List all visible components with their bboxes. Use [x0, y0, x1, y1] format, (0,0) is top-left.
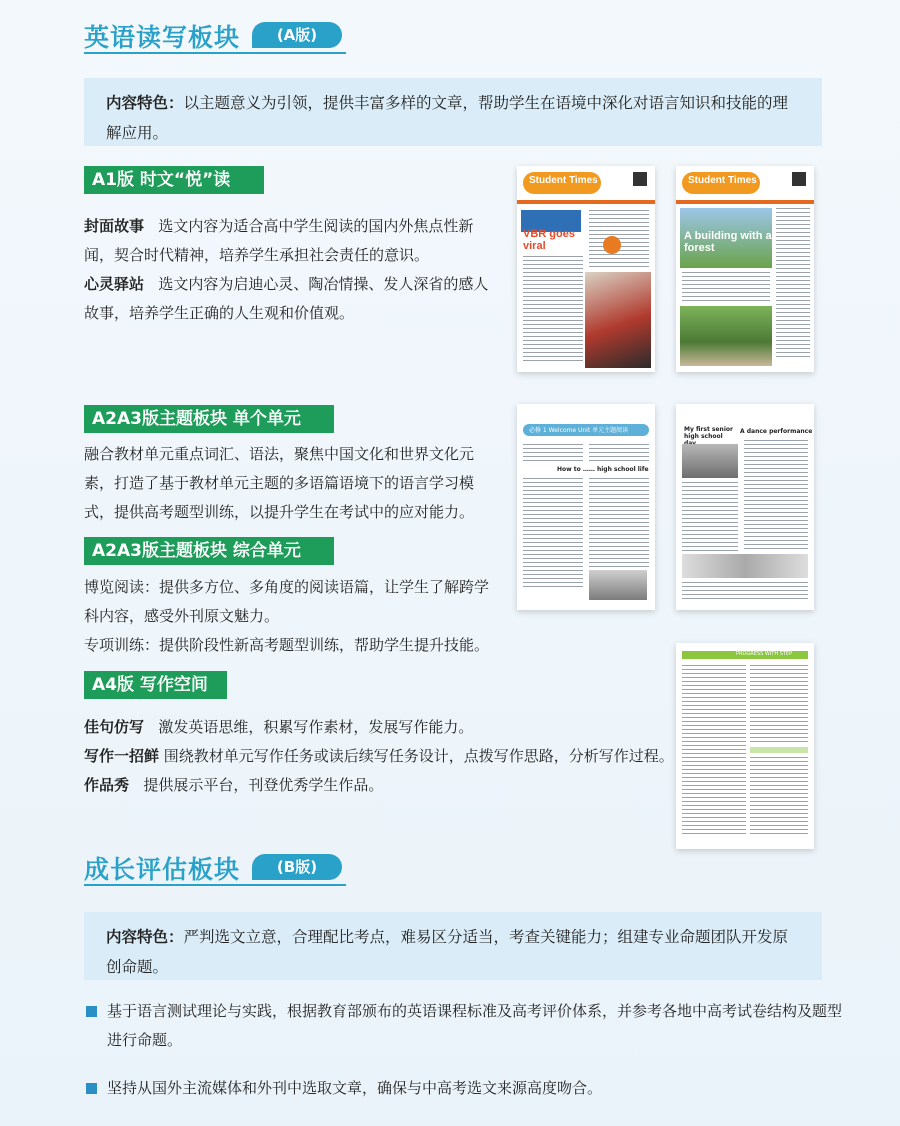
combined-item: 专项训练：提供阶段性新高考题型训练，帮助学生提升技能。 — [84, 636, 490, 654]
newspaper-cover-thumb-1 — [517, 166, 655, 372]
a4-item — [84, 771, 674, 800]
unit-page-thumb-2 — [676, 404, 814, 610]
a1-content — [84, 212, 496, 328]
a2a3-single-text: 融合教材单元重点词汇、语法，聚焦中国文化和世界文化元素，打造了基于教材单元主题的多语篇语境下的语言学习模式，提供高考题型训练，以提升学生在考试中的应对能力。 — [84, 445, 475, 521]
newspaper-cover-thumb-2 — [676, 166, 814, 372]
section-underline — [84, 52, 346, 54]
section-title-assessment: 成长评估板块 — [84, 855, 241, 884]
a4-item — [84, 742, 674, 771]
item-text: 激发英语思维，积累写作素材，发展写作能力。 — [158, 718, 474, 736]
tag-a2a3-single: A2A3版主题板块 单个单元 — [84, 405, 334, 433]
feature-label: 内容特色： — [106, 928, 184, 946]
bullet-text: 基于语言测试理论与实践，根据教育部颁布的英语课程标准及高考评价体系，并参考各地中高考试卷结构及题型进行命题。 — [107, 1002, 843, 1049]
bullet-text: 坚持从国外主流媒体和外刊中选取文章，确保与中高考选文来源高度吻合。 — [107, 1079, 603, 1097]
item-label: 写作一招鲜 — [84, 747, 160, 765]
tag-a1: A1版 时文“悦”读 — [84, 166, 264, 194]
a1-item — [84, 212, 496, 270]
item-text: 围绕教材单元写作任务或读后续写任务设计，点拨写作思路，分析写作过程。 — [163, 747, 674, 765]
bullet-square — [86, 1083, 97, 1094]
masthead-text: Student Times — [529, 175, 598, 186]
section-title-reading-writing: 英语读写板块 — [84, 23, 241, 52]
item-text: 提供展示平台，刊登优秀学生作品。 — [143, 776, 384, 794]
a2a3-combined-content — [84, 573, 496, 660]
masthead-text: Student Times — [688, 175, 757, 186]
page-headline: My first senior high school — [684, 426, 733, 440]
bullet-square — [86, 1006, 97, 1017]
a1-item — [84, 270, 496, 328]
feature-box-a — [84, 78, 822, 146]
feature-text: 严判选文立意，合理配比考点，难易区分适当，考查关键能力；组建专业命题团队开发原创命题。 — [106, 928, 789, 976]
feature-label: 内容特色： — [106, 94, 184, 112]
version-tab-b: (B版) — [252, 854, 342, 880]
combined-item: 博览阅读：提供多方位、多角度的阅读语篇，让学生了解跨学科内容，感受外刊原文魅力。 — [84, 578, 490, 625]
page-header: PROGRESS WITH STEP — [736, 651, 793, 657]
item-label: 佳句仿写 — [84, 718, 145, 736]
cover-headline: VBR goes viral — [523, 228, 575, 252]
cover-headline: A building with a forest — [684, 230, 772, 254]
page-subheadline: A dance performance — [740, 428, 813, 435]
tag-a2a3-combined: A2A3版主题板块 综合单元 — [84, 537, 334, 565]
unit-page-thumb-1 — [517, 404, 655, 610]
item-text: 选文内容为启迪心灵、陶冶情操、发人深省的感人故事，培养学生正确的人生观和价值观。 — [84, 275, 489, 322]
item-label: 封面故事 — [84, 217, 145, 235]
item-text: 选文内容为适合高中学生阅读的国内外焦点性新闻，契合时代精神，培养学生承担社会责任的意识。 — [84, 217, 474, 264]
item-label: 作品秀 — [84, 776, 130, 794]
a4-item — [84, 713, 674, 742]
unit-title: 必修 1 Welcome Unit 单元主题阅读 — [529, 427, 629, 434]
tag-a4: A4版 写作空间 — [84, 671, 227, 699]
section-underline — [84, 884, 346, 886]
feature-box-b — [84, 912, 822, 980]
feature-text: 以主题意义为引领，提供丰富多样的文章，帮助学生在语境中深化对语言知识和技能的理解应用。 — [106, 94, 789, 142]
a4-content — [84, 713, 674, 800]
page-headline: How to …… high school life — [557, 466, 649, 473]
item-label: 心灵驿站 — [84, 275, 145, 293]
version-tab-a: (A版) — [252, 22, 342, 48]
writing-page-thumb — [676, 643, 814, 849]
